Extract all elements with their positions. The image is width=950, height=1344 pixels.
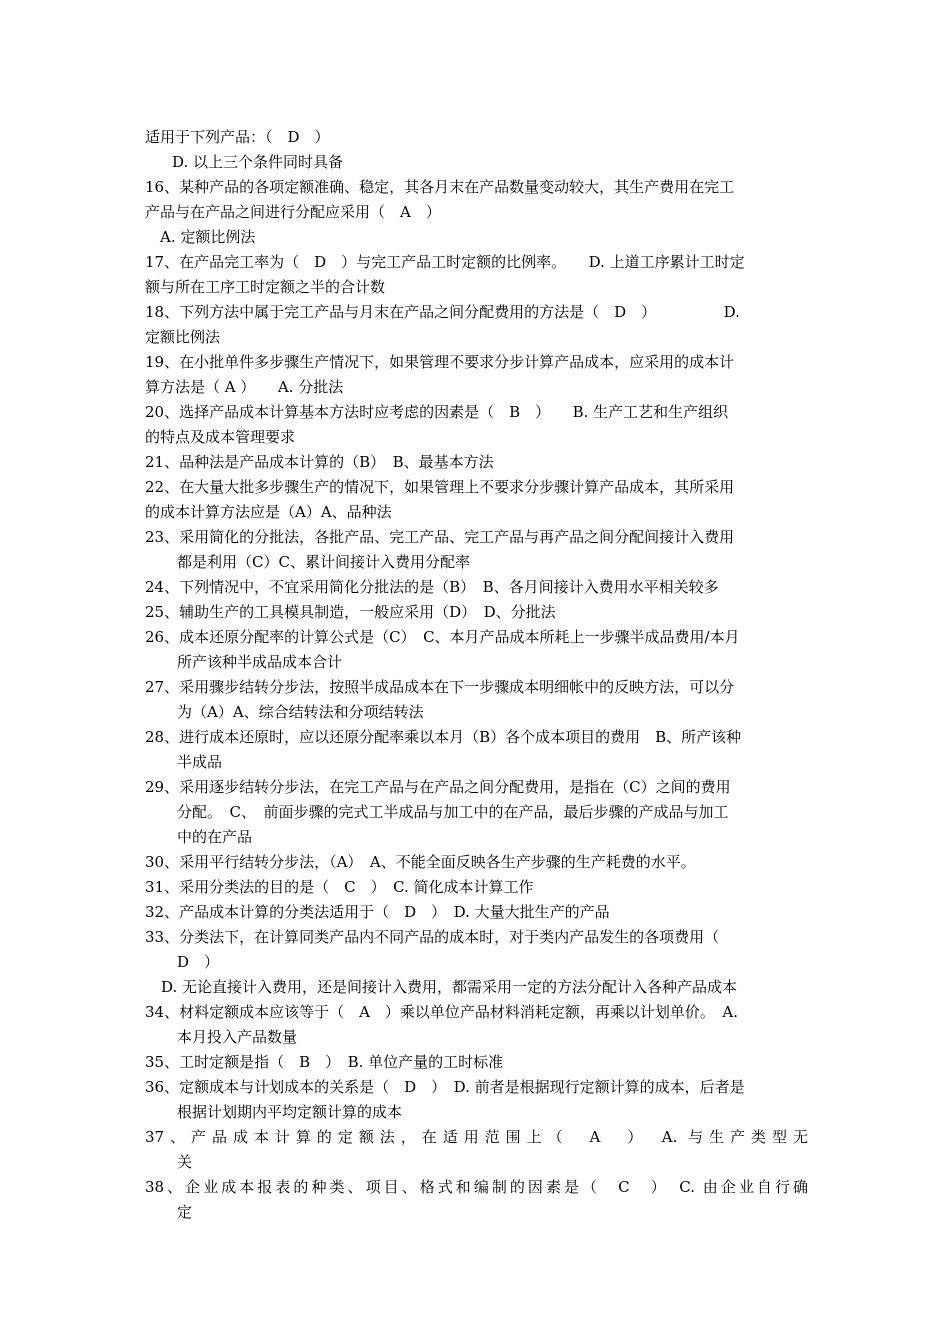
- question-35: 35、工时定额是指（ B ） B. 单位产量的工时标准: [145, 1053, 504, 1071]
- answer-option: D. 无论直接计入费用，还是间接计入费用，都需采用一定的方法分配计入各种产品成本: [161, 978, 738, 996]
- text-line: 为（A）A、综合结转法和分项结转法: [177, 703, 424, 721]
- question-37: 37、产品成本计算的定额法，在适用范围上（ A ） A. 与生产类型无: [145, 1128, 808, 1146]
- question-24: 24、下列情况中，不宜采用简化分批法的是（B） B、各月间接计入费用水平相关较多: [145, 578, 719, 596]
- question-33: 33、分类法下，在计算同类产品内不同产品的成本时，对于类内产品发生的各项费用（: [145, 928, 720, 946]
- question-18: 18、下列方法中属于完工产品与月末在产品之间分配费用的方法是（ D ） D.: [145, 303, 740, 321]
- text-line: 根据计划期内平均定额计算的成本: [177, 1103, 403, 1121]
- text-line: 定额比例法: [145, 328, 221, 346]
- question-28: 28、进行成本还原时，应以还原分配率乘以本月（B）各个成本项目的费用 B、所产该种: [145, 728, 742, 746]
- text-line: 算方法是（ A ） A. 分批法: [145, 378, 344, 396]
- question-17: 17、在产品完工率为（ D ）与完工产品工时定额的比例率。 D. 上道工序累计工时定: [145, 253, 745, 271]
- text-line: 分配。 C、 前面步骤的完式工半成品与加工中的在产品，最后步骤的产成品与加工: [177, 803, 729, 821]
- text-line: 中的在产品: [177, 828, 253, 846]
- text-line: 定: [177, 1203, 193, 1221]
- question-32: 32、产品成本计算的分类法适用于（ D ） D. 大量大批生产的产品: [145, 903, 610, 921]
- text-line: 关: [177, 1153, 193, 1171]
- question-21: 21、品种法是产品成本计算的（B） B、最基本方法: [145, 453, 494, 471]
- text-line: 的成本计算方法应是（A）A、品种法: [145, 503, 392, 521]
- question-31: 31、采用分类法的目的是（ C ） C. 简化成本计算工作: [145, 878, 534, 896]
- text-line: 都是利用（C）C、累计间接计入费用分配率: [177, 553, 470, 571]
- text-line: D ）: [177, 953, 220, 971]
- question-30: 30、采用平行结转分步法，（A） A、不能全面反映各生产步骤的生产耗费的水平。: [145, 853, 696, 871]
- text-line: 本月投入产品数量: [177, 1028, 298, 1046]
- question-20: 20、选择产品成本计算基本方法时应考虑的因素是（ B ） B. 生产工艺和生产组织: [145, 403, 729, 421]
- question-27: 27、采用骤步结转分步法，按照半成品成本在下一步骤成本明细帐中的反映方法，可以分: [145, 678, 735, 696]
- question-34: 34、材料定额成本应该等于（ A ）乘以单位产品材料消耗定额，再乘以计划单价。 A.: [145, 1003, 739, 1021]
- text-line: 适用于下列产品：（ D ）: [145, 128, 330, 146]
- text-line: 半成品: [177, 753, 223, 771]
- question-19: 19、在小批单件多步骤生产情况下，如果管理不要求分步计算产品成本，应采用的成本计: [145, 353, 735, 371]
- question-26: 26、成本还原分配率的计算公式是（C） C、本月产品成本所耗上一步骤半成品费用/本月: [145, 628, 740, 646]
- question-36: 36、定额成本与计划成本的关系是（ D ） D. 前者是根据现行定额计算的成本，后者是: [145, 1078, 745, 1096]
- text-line: 额与所在工序工时定额之半的合计数: [145, 278, 386, 296]
- text-line: 产品与在产品之间进行分配应采用（ A ）: [145, 203, 441, 221]
- question-38: 38、企业成本报表的种类、项目、格式和编制的因素是（ C ） C. 由企业自行确: [145, 1178, 808, 1196]
- question-22: 22、在大量大批多步骤生产的情况下，如果管理上不要求分步骤计算产品成本，其所采用: [145, 478, 735, 496]
- question-29: 29、采用逐步结转分步法，在完工产品与在产品之间分配费用，是指在（C）之间的费用: [145, 778, 731, 796]
- question-23: 23、采用简化的分批法，各批产品、完工产品、完工产品与再产品之间分配间接计入费用: [145, 528, 735, 546]
- question-25: 25、辅助生产的工具模具制造，一般应采用（D） D、分批法: [145, 603, 556, 621]
- question-16: 16、某种产品的各项定额准确、稳定，其各月末在产品数量变动较大，其生产费用在完工: [145, 178, 735, 196]
- text-line: 的特点及成本管理要求: [145, 428, 296, 446]
- answer-option: D. 以上三个条件同时具备: [172, 153, 344, 171]
- answer-option: A. 定额比例法: [160, 228, 256, 246]
- text-line: 所产该种半成品成本合计: [177, 653, 343, 671]
